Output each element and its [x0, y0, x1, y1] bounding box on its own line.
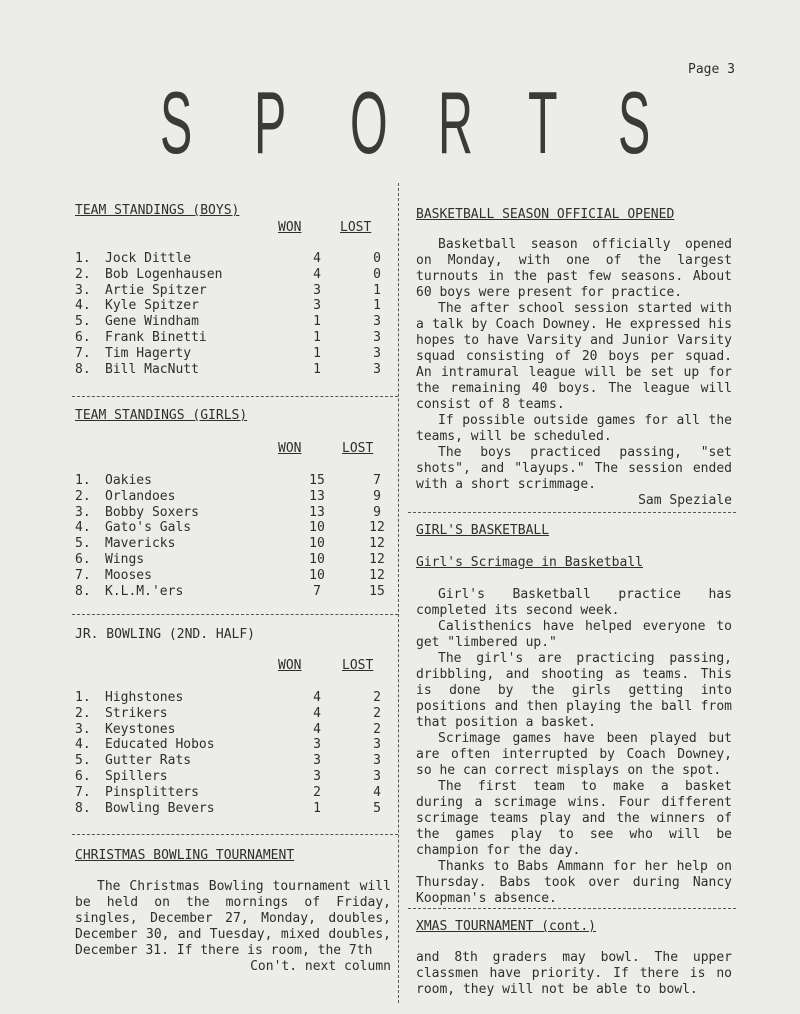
lost-value: 5: [373, 800, 381, 816]
lost-value: 3: [373, 361, 381, 377]
lost-value: 4: [373, 784, 381, 800]
table-row: [75, 769, 397, 785]
table-row: [75, 584, 397, 600]
lost-value: 3: [373, 737, 381, 753]
table-row: [75, 298, 397, 314]
won-value: 4: [313, 266, 321, 282]
divider: [408, 512, 736, 513]
team-name: Highstones: [105, 690, 184, 705]
byline: Sam Speziale: [638, 493, 732, 508]
lost-value: 3: [373, 768, 381, 784]
banner-letter-t: T: [528, 73, 558, 172]
table-row: [75, 346, 397, 362]
girls-basketball-heading: GIRL'S BASKETBALL: [416, 523, 550, 538]
table-row: [75, 753, 397, 769]
banner-letter-r: R: [438, 73, 473, 172]
won-value: 1: [313, 314, 321, 330]
lost-value: 2: [373, 705, 381, 721]
table-row: [75, 722, 397, 738]
team-name: Bobby Soxers: [105, 504, 199, 520]
won-value: 4: [313, 721, 321, 737]
basketball-paragraph: The boys practiced passing, "set shots", and "layups." The session ended with a short scrimmage.: [416, 445, 732, 492]
won-value: 4: [313, 690, 321, 705]
girls-standings-heading: TEAM STANDINGS (GIRLS): [75, 408, 248, 423]
rank-number: 6.: [75, 551, 91, 567]
girls-basketball-paragraph: The girl's are practicing passing, dribbling, and shooting as teams. This is done by the girls getting into positions and then playing the ball from that position a basket.: [416, 651, 732, 730]
girls-basketball-article: [416, 587, 732, 907]
basketball-heading: BASKETBALL SEASON OFFICIAL OPENED: [416, 207, 675, 222]
won-value: 1: [313, 361, 321, 377]
rank-number: 5.: [75, 314, 91, 330]
won-value: 13: [309, 504, 325, 520]
lost-value: 9: [373, 504, 381, 520]
team-name: Keystones: [105, 721, 176, 737]
won-value: 7: [313, 583, 321, 599]
boys-lost-header: LOST: [340, 220, 372, 235]
divider: [72, 396, 398, 397]
won-value: 10: [309, 536, 325, 552]
girls-basketball-paragraph: Girl's Basketball practice has completed its second week.: [416, 587, 732, 618]
won-value: 3: [313, 737, 321, 753]
rank-number: 2.: [75, 488, 91, 504]
lost-value: 15: [369, 583, 385, 599]
table-row: [75, 520, 397, 536]
rank-number: 2.: [75, 266, 91, 282]
rank-number: 6.: [75, 768, 91, 784]
lost-value: 3: [373, 314, 381, 330]
xmas-cont-article: [416, 950, 732, 998]
basketball-article: [416, 237, 732, 509]
rank-number: 3.: [75, 504, 91, 520]
team-name: Educated Hobos: [105, 737, 215, 753]
basketball-paragraph: Basketball season officially opened on Monday, with one of the largest turnouts in the past few seasons. About 60 boys were present for practice.: [416, 237, 732, 300]
basketball-paragraph: The after school session started with a talk by Coach Downey. He expressed his hopes to have Varsity and Junior Varsity squad consisting of 20 boys per squad. An intramural league will be set up for the remaining 40 boys. The league will consist of 8 teams.: [416, 301, 732, 412]
team-name: Orlandoes: [105, 488, 176, 504]
girls-basketball-paragraph: Calisthenics have helped everyone to get "limbered up.": [416, 619, 732, 650]
lost-value: 7: [373, 473, 381, 488]
team-name: Mavericks: [105, 536, 176, 552]
continued-note: Con't. next column: [250, 959, 391, 974]
sports-banner: [0, 73, 800, 172]
boys-won-header: WON: [278, 220, 302, 235]
bowling-standings-heading: JR. BOWLING (2ND. HALF): [75, 627, 256, 642]
table-row: [75, 362, 397, 378]
table-row: [75, 706, 397, 722]
team-name: K.L.M.'ers: [105, 583, 184, 599]
team-name: Tim Hagerty: [105, 345, 192, 361]
table-row: [75, 737, 397, 753]
bowling-won-header: WON: [278, 658, 302, 673]
girls-basketball-subheading: Girl's Scrimage in Basketball: [416, 555, 643, 570]
lost-value: 0: [373, 251, 381, 266]
lost-value: 12: [369, 551, 385, 567]
team-name: Kyle Spitzer: [105, 298, 199, 314]
lost-value: 12: [369, 520, 385, 536]
rank-number: 5.: [75, 536, 91, 552]
rank-number: 8.: [75, 583, 91, 599]
table-row: [75, 505, 397, 521]
won-value: 2: [313, 784, 321, 800]
girls-lost-header: LOST: [342, 441, 374, 456]
team-name: Mooses: [105, 567, 152, 583]
table-row: [75, 690, 397, 706]
divider: [408, 908, 736, 909]
won-value: 15: [309, 473, 325, 488]
team-name: Oakies: [105, 473, 152, 488]
won-value: 1: [313, 329, 321, 345]
rank-number: 2.: [75, 705, 91, 721]
girls-basketball-paragraph: Thanks to Babs Ammann for her help on Thursday. Babs took over during Nancy Koopman's absence.: [416, 859, 732, 906]
bowling-lost-header: LOST: [342, 658, 374, 673]
team-name: Jock Dittle: [105, 251, 192, 266]
won-value: 3: [313, 753, 321, 769]
lost-value: 1: [373, 298, 381, 314]
lost-value: 3: [373, 345, 381, 361]
table-row: [75, 489, 397, 505]
team-name: Strikers: [105, 705, 168, 721]
won-value: 1: [313, 800, 321, 816]
lost-value: 12: [369, 567, 385, 583]
won-value: 3: [313, 298, 321, 314]
banner-letter-o: O: [350, 73, 388, 172]
won-value: 4: [313, 251, 321, 266]
won-value: 13: [309, 488, 325, 504]
rank-number: 8.: [75, 800, 91, 816]
xmas-cont-heading: XMAS TOURNAMENT (cont.): [416, 919, 597, 934]
girls-won-header: WON: [278, 441, 302, 456]
boys-standings-heading: TEAM STANDINGS (BOYS): [75, 203, 240, 218]
lost-value: 1: [373, 282, 381, 298]
won-value: 10: [309, 551, 325, 567]
rank-number: 7.: [75, 784, 91, 800]
rank-number: 4.: [75, 737, 91, 753]
girls-standings-table: [75, 473, 397, 599]
table-row: [75, 251, 397, 267]
team-name: Frank Binetti: [105, 329, 207, 345]
table-row: [75, 314, 397, 330]
won-value: 10: [309, 567, 325, 583]
table-row: [75, 330, 397, 346]
lost-value: 0: [373, 266, 381, 282]
rank-number: 4.: [75, 298, 91, 314]
rank-number: 3.: [75, 282, 91, 298]
lost-value: 3: [373, 329, 381, 345]
team-name: Bowling Bevers: [105, 800, 215, 816]
lost-value: 12: [369, 536, 385, 552]
divider: [72, 834, 398, 835]
lost-value: 2: [373, 690, 381, 705]
lost-value: 3: [373, 753, 381, 769]
table-row: [75, 473, 397, 489]
won-value: 10: [309, 520, 325, 536]
girls-basketball-paragraph: The first team to make a basket during a scrimage wins. Four different scrimage teams play and the winners of the games play to see who will be champion for the day.: [416, 779, 732, 858]
basketball-paragraph: If possible outside games for all the teams, will be scheduled.: [416, 413, 732, 444]
team-name: Gene Windham: [105, 314, 199, 330]
table-row: [75, 801, 397, 817]
table-row: [75, 785, 397, 801]
team-name: Bob Logenhausen: [105, 266, 223, 282]
lost-value: 2: [373, 721, 381, 737]
bowling-standings-table: [75, 690, 397, 816]
rank-number: 3.: [75, 721, 91, 737]
xmas-tournament-text: The Christmas Bowling tournament will be held on the mornings of Friday, singles, December 27, Monday, doubles, December 30, and Tuesday, mixed doubles, December 31. If there is room, the 7th: [75, 879, 391, 958]
team-name: Pinsplitters: [105, 784, 199, 800]
team-name: Gutter Rats: [105, 753, 192, 769]
boys-standings-table: [75, 251, 397, 377]
divider: [72, 614, 398, 615]
team-name: Spillers: [105, 768, 168, 784]
rank-number: 4.: [75, 520, 91, 536]
column-divider: [398, 183, 399, 1003]
banner-letter-p: P: [254, 73, 287, 172]
rank-number: 7.: [75, 567, 91, 583]
won-value: 3: [313, 282, 321, 298]
team-name: Bill MacNutt: [105, 361, 199, 377]
table-row: [75, 568, 397, 584]
page-number: Page 3: [688, 62, 735, 77]
won-value: 4: [313, 705, 321, 721]
table-row: [75, 552, 397, 568]
banner-letter-s2: S: [618, 73, 651, 172]
banner-letter-s1: S: [160, 73, 193, 172]
rank-number: 1.: [75, 473, 91, 488]
lost-value: 9: [373, 488, 381, 504]
xmas-tournament-body: [75, 879, 391, 975]
team-name: Wings: [105, 551, 145, 567]
rank-number: 8.: [75, 361, 91, 377]
table-row: [75, 536, 397, 552]
won-value: 1: [313, 345, 321, 361]
xmas-tournament-heading: CHRISTMAS BOWLING TOURNAMENT: [75, 848, 295, 863]
rank-number: 7.: [75, 345, 91, 361]
table-row: [75, 283, 397, 299]
team-name: Gato's Gals: [105, 520, 192, 536]
team-name: Artie Spitzer: [105, 282, 207, 298]
won-value: 3: [313, 768, 321, 784]
rank-number: 1.: [75, 690, 91, 705]
rank-number: 5.: [75, 753, 91, 769]
xmas-cont-text: and 8th graders may bowl. The upper classmen have priority. If there is no room, they will not be able to bowl.: [416, 950, 732, 997]
table-row: [75, 267, 397, 283]
rank-number: 1.: [75, 251, 91, 266]
girls-basketball-paragraph: Scrimage games have been played but are often interrupted by Coach Downey, so he can correct misplays on the spot.: [416, 731, 732, 778]
rank-number: 6.: [75, 329, 91, 345]
